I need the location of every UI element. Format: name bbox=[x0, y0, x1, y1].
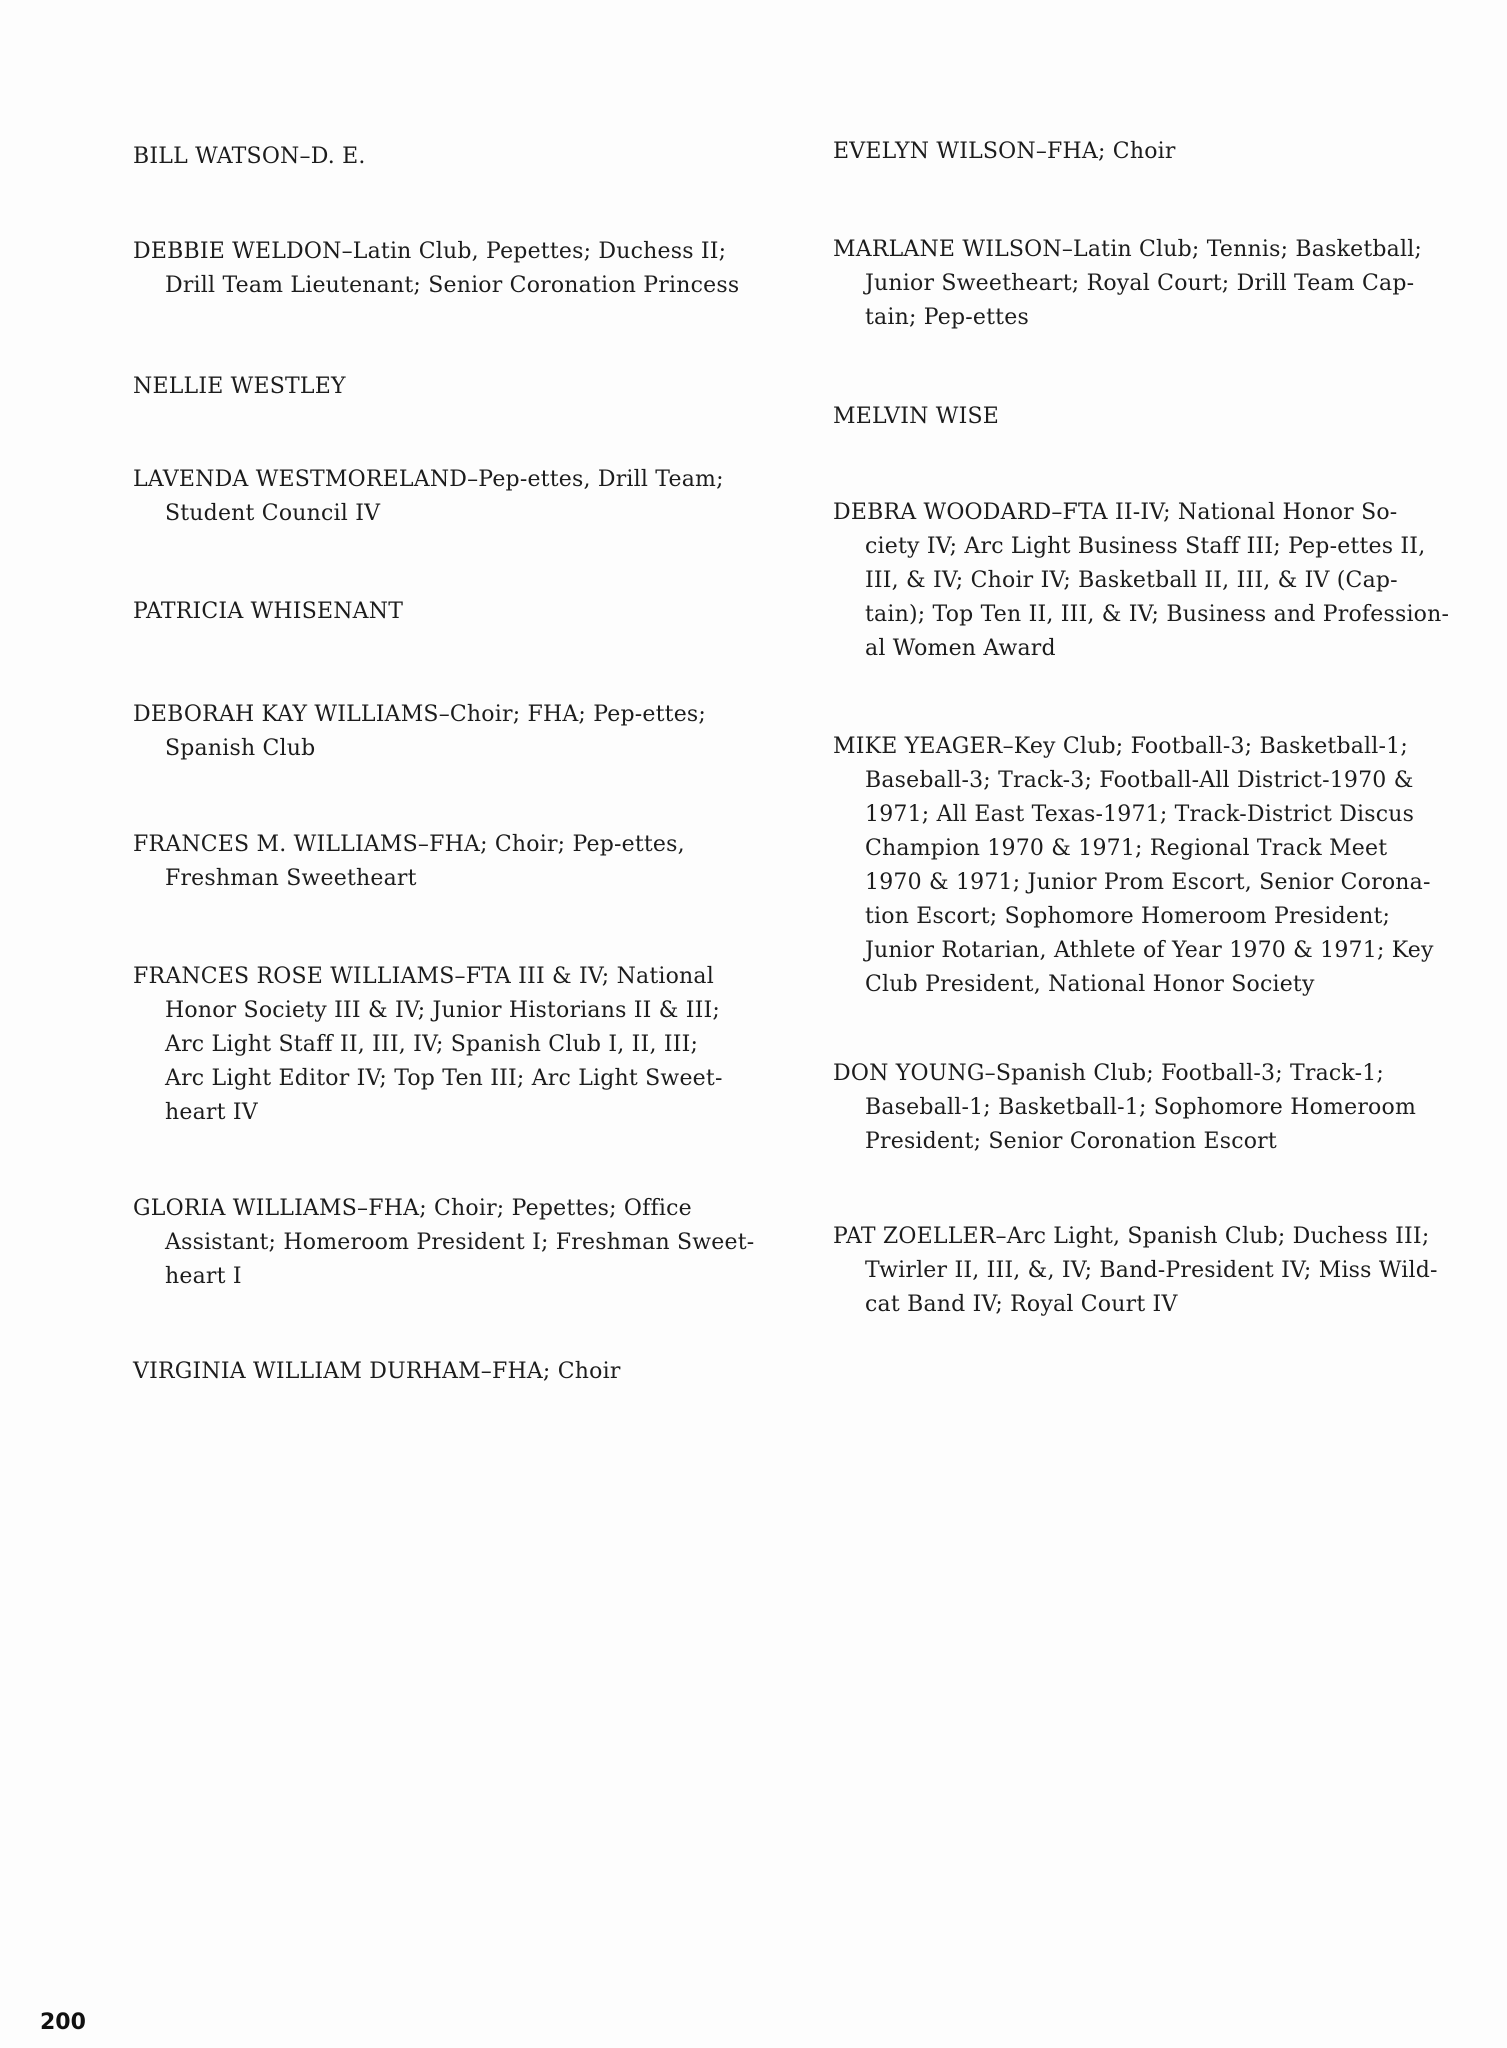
entry-detail-line: Freshman Sweetheart bbox=[165, 866, 417, 891]
entry-detail-line: President; Senior Coronation Escort bbox=[865, 1129, 1277, 1154]
entry-name-line: BILL WATSON–D. E. bbox=[133, 144, 366, 169]
right-entry bbox=[833, 1057, 1483, 1159]
entry-detail-line: Honor Society III & IV; Junior Historians II & III; bbox=[165, 998, 721, 1023]
entry-name-line: MELVIN WISE bbox=[833, 404, 1000, 429]
entry-detail-line: ciety IV; Arc Light Business Staff III; Pep-ettes II, bbox=[865, 534, 1426, 559]
left-entry bbox=[133, 698, 783, 766]
entry-detail-line: Drill Team Lieutenant; Senior Coronation Princess bbox=[165, 273, 740, 298]
right-entry bbox=[833, 233, 1483, 335]
entry-detail-line: III, & IV; Choir IV; Basketball II, III, & IV (Cap- bbox=[865, 568, 1398, 593]
right-entry bbox=[833, 400, 1483, 434]
entry-name-line: PAT ZOELLER–Arc Light, Spanish Club; Duchess III; bbox=[833, 1224, 1430, 1249]
entry-detail-line: Twirler II, III, &, IV; Band-President IV; Miss Wild- bbox=[865, 1258, 1438, 1283]
entry-name-line: MARLANE WILSON–Latin Club; Tennis; Basketball; bbox=[833, 237, 1423, 262]
left-entry bbox=[133, 370, 783, 404]
left-entry bbox=[133, 960, 783, 1130]
entry-detail-line: Junior Sweetheart; Royal Court; Drill Team Cap- bbox=[865, 271, 1415, 296]
right-entry bbox=[833, 135, 1483, 169]
entry-name-line: GLORIA WILLIAMS–FHA; Choir; Pepettes; Office bbox=[133, 1196, 692, 1221]
left-entry bbox=[133, 140, 783, 174]
entry-detail-line: Baseball-3; Track-3; Football-All District-1970 & bbox=[865, 768, 1414, 793]
entry-detail-line: tion Escort; Sophomore Homeroom President; bbox=[865, 904, 1391, 929]
right-entry bbox=[833, 1220, 1483, 1322]
entry-detail-line: Arc Light Staff II, III, IV; Spanish Club I, II, III; bbox=[165, 1032, 699, 1057]
entry-detail-line: Student Council IV bbox=[165, 501, 381, 526]
entry-detail-line: cat Band IV; Royal Court IV bbox=[865, 1292, 1178, 1317]
entry-detail-line: al Women Award bbox=[865, 636, 1056, 661]
left-entry bbox=[133, 828, 783, 896]
entry-detail-line: Junior Rotarian, Athlete of Year 1970 & 1971; Key bbox=[865, 938, 1434, 963]
entry-name-line: EVELYN WILSON–FHA; Choir bbox=[833, 139, 1176, 164]
entry-detail-line: Club President, National Honor Society bbox=[865, 972, 1315, 997]
entry-detail-line: heart IV bbox=[165, 1100, 258, 1125]
entry-detail-line: heart I bbox=[165, 1264, 242, 1289]
entry-detail-line: tain; Pep-ettes bbox=[865, 305, 1029, 330]
entry-name-line: DEBRA WOODARD–FTA II-IV; National Honor So- bbox=[833, 500, 1398, 525]
entry-detail-line: Champion 1970 & 1971; Regional Track Meet bbox=[865, 836, 1388, 861]
entry-detail-line: tain); Top Ten II, III, & IV; Business and Profession- bbox=[865, 602, 1450, 627]
left-entry bbox=[133, 595, 783, 629]
entry-name-line: VIRGINIA WILLIAM DURHAM–FHA; Choir bbox=[133, 1359, 621, 1384]
left-entry bbox=[133, 463, 783, 531]
entry-detail-line: Spanish Club bbox=[165, 736, 316, 761]
entry-name-line: FRANCES M. WILLIAMS–FHA; Choir; Pep-ettes, bbox=[133, 832, 685, 857]
entry-detail-line: 1971; All East Texas-1971; Track-District Discus bbox=[865, 802, 1415, 827]
right-entry bbox=[833, 496, 1483, 666]
entry-name-line: MIKE YEAGER–Key Club; Football-3; Basketball-1; bbox=[833, 734, 1408, 759]
entry-name-line: LAVENDA WESTMORELAND–Pep-ettes, Drill Team; bbox=[133, 467, 724, 492]
entry-name-line: DON YOUNG–Spanish Club; Football-3; Track-1; bbox=[833, 1061, 1385, 1086]
left-entry bbox=[133, 235, 783, 303]
page-number: 200 bbox=[40, 2010, 86, 2035]
entry-detail-line: Assistant; Homeroom President I; Freshman Sweet- bbox=[165, 1230, 755, 1255]
entry-detail-line: Baseball-1; Basketball-1; Sophomore Homeroom bbox=[865, 1095, 1417, 1120]
left-entry bbox=[133, 1355, 783, 1389]
entry-name-line: DEBBIE WELDON–Latin Club, Pepettes; Duchess II; bbox=[133, 239, 727, 264]
left-entry bbox=[133, 1192, 783, 1294]
entry-detail-line: Arc Light Editor IV; Top Ten III; Arc Light Sweet- bbox=[165, 1066, 723, 1091]
entry-detail-line: 1970 & 1971; Junior Prom Escort, Senior Corona- bbox=[865, 870, 1431, 895]
entry-name-line: NELLIE WESTLEY bbox=[133, 374, 346, 399]
entry-name-line: DEBORAH KAY WILLIAMS–Choir; FHA; Pep-ettes; bbox=[133, 702, 707, 727]
right-entry bbox=[833, 730, 1483, 1002]
entry-name-line: PATRICIA WHISENANT bbox=[133, 599, 404, 624]
entry-name-line: FRANCES ROSE WILLIAMS–FTA III & IV; National bbox=[133, 964, 714, 989]
